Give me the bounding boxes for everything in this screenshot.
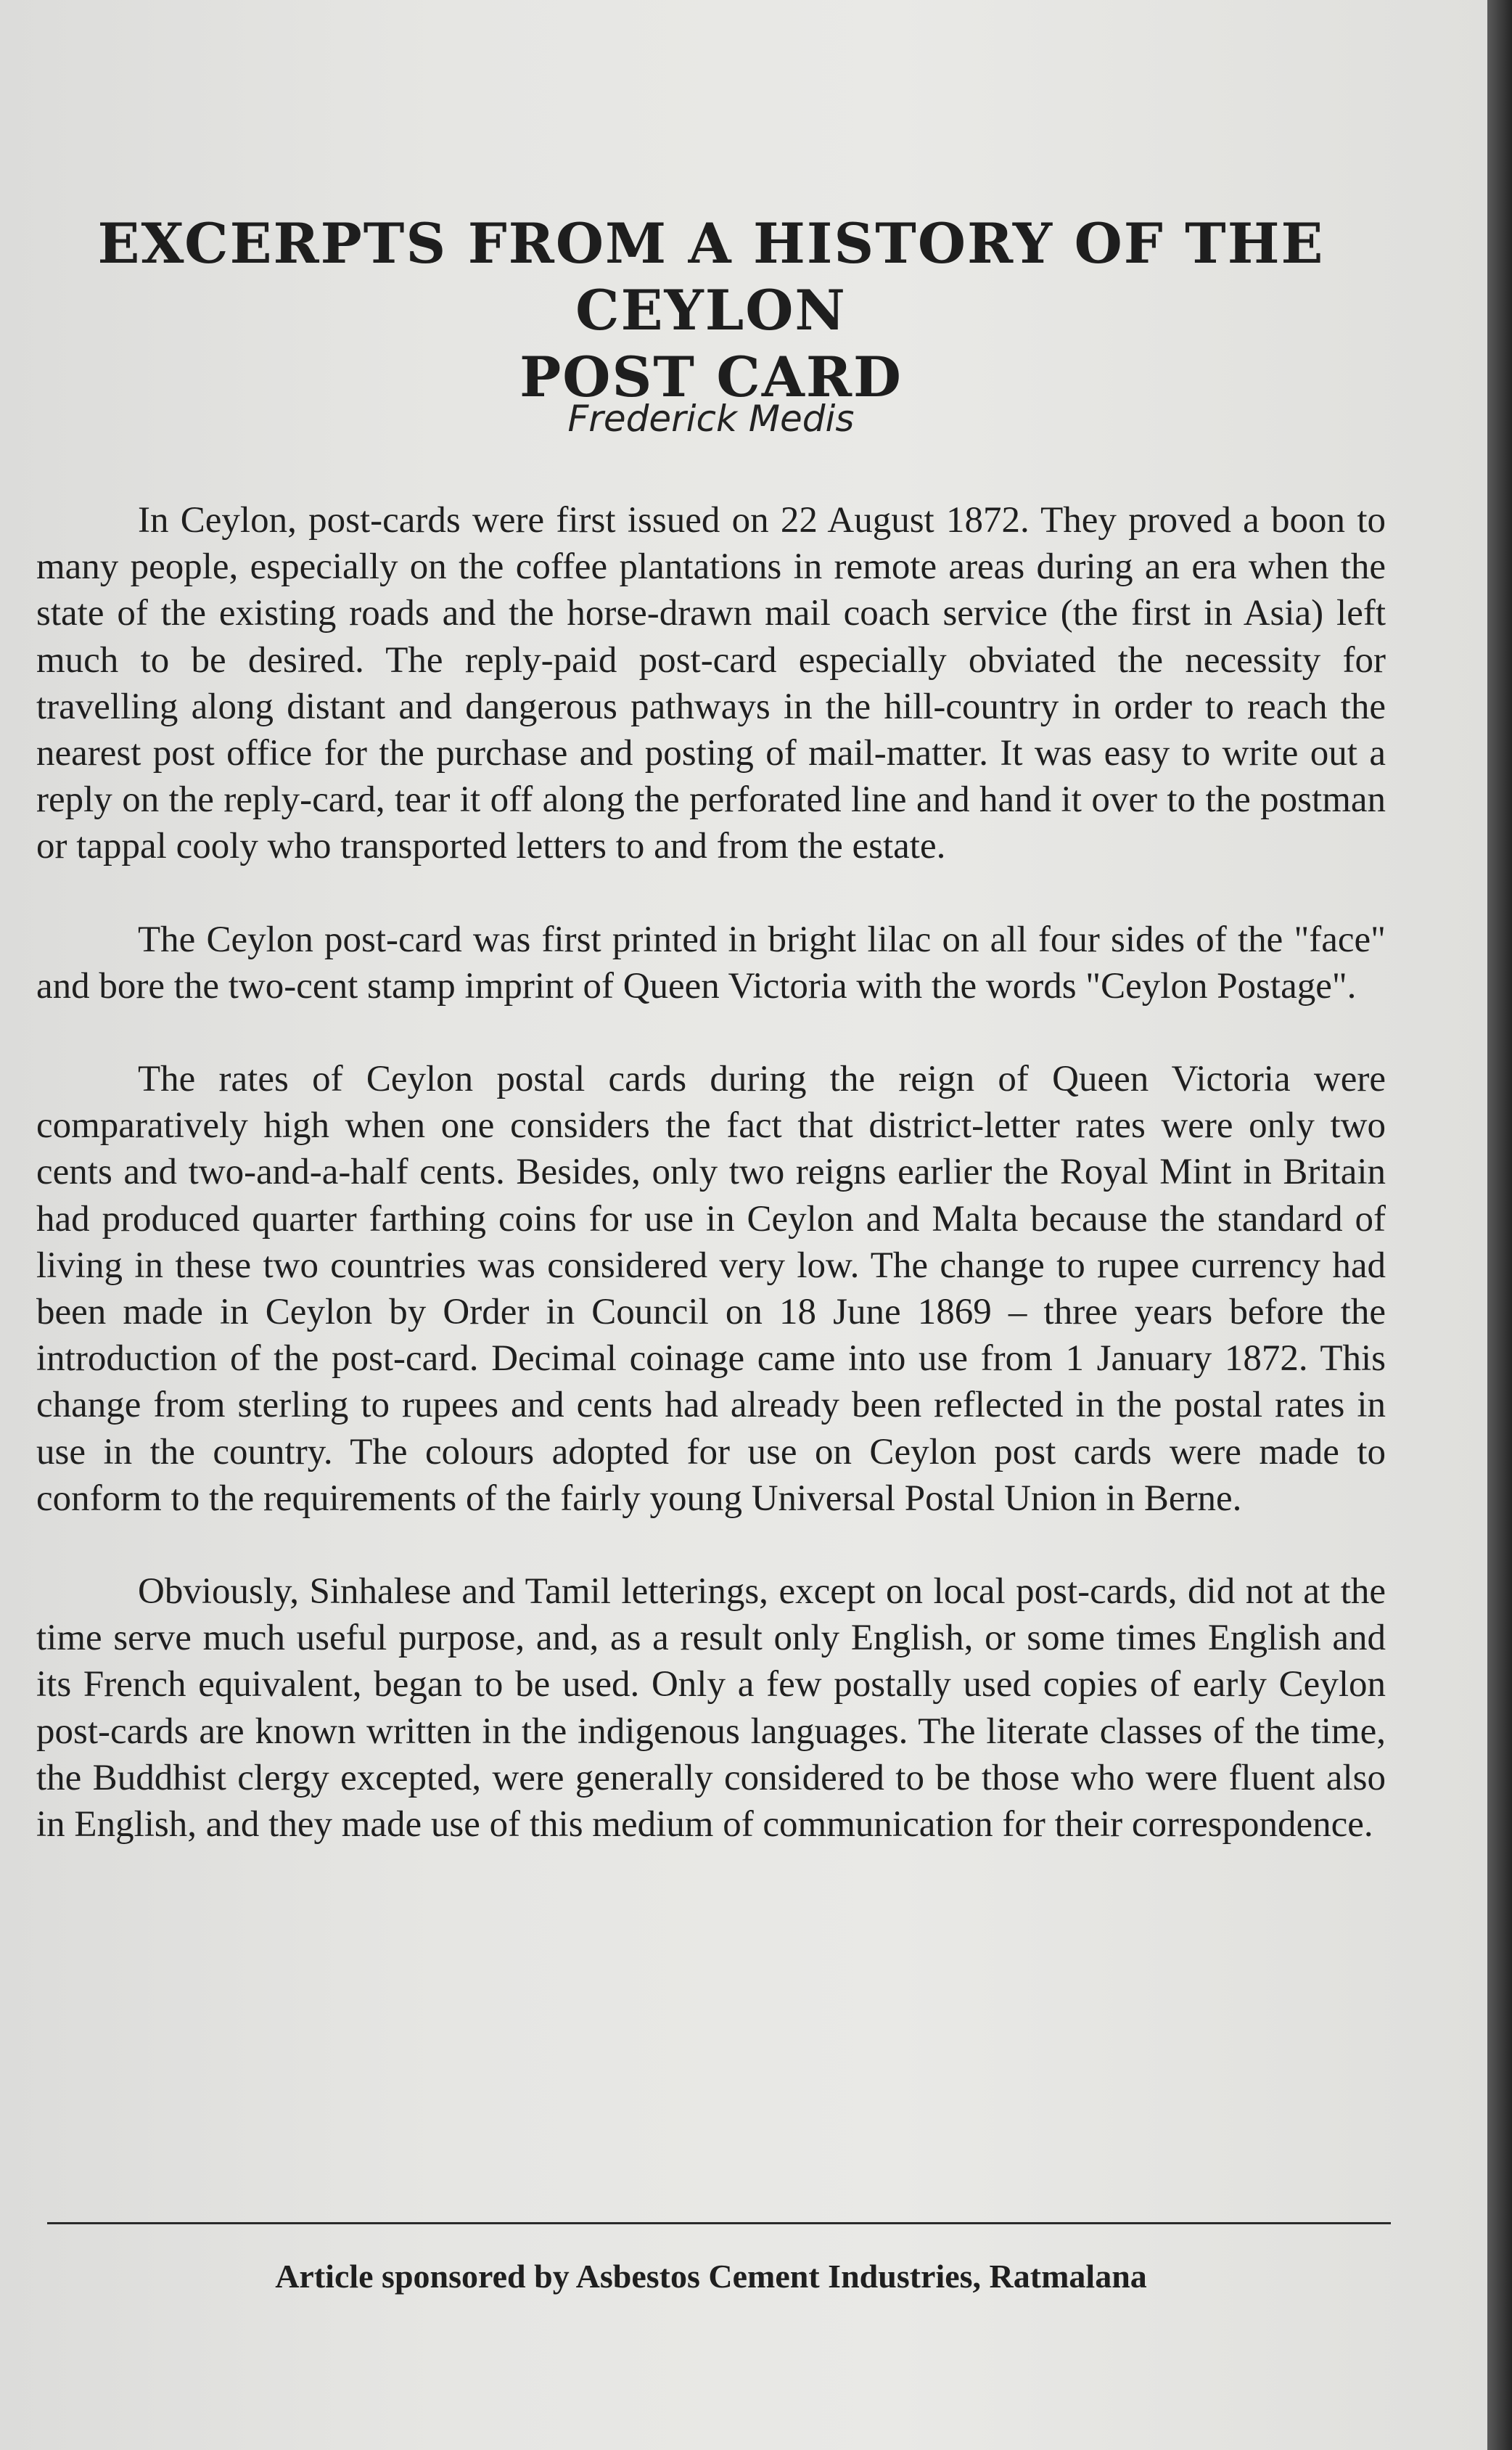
title-line-1: EXCERPTS FROM A HISTORY OF THE CEYLON xyxy=(97,211,1325,343)
book-spine-shadow xyxy=(1487,0,1512,2450)
sponsor-note: Article sponsored by Asbestos Cement Industries, Ratmalana xyxy=(275,2258,1147,2295)
paragraph-2: The Ceylon post-card was first printed in bright lilac on all four sides of the "face" and bore the two-cent stamp imprint of Queen Victoria with the words "Ceylon Postage". xyxy=(36,919,1386,1007)
author-byline: Frederick Medis xyxy=(567,398,855,440)
article-title xyxy=(73,210,1349,411)
paragraph-4: Obviously, Sinhalese and Tamil letterings, except on local post-cards, did not at the time serve much useful purpose, and, as a result only English, or some times English and its French equivalent, began to be used. Only a few postally used copies of early Ceylon post-cards are known written in the indigenous languages. The literate classes of the time, the Buddhist clergy excepted, were generally considered to be those who were fluent also in English, and they made use of this medium of communication for their correspondence. xyxy=(36,1571,1386,1845)
article-body xyxy=(36,497,1386,1894)
paragraph-3: The rates of Ceylon postal cards during the reign of Queen Victoria were comparatively high when one considers the fact that district-letter rates were only two cents and two-and-a-half cents. Besides, only two reigns earlier the Royal Mint in Britain had produced quarter farthing coins for use in Ceylon and Malta because the standard of living in these two countries was considered very low. The change to rupee currency had been made in Ceylon by Order in Council on 18 June 1869 – three years before the introduction of the post-card. Decimal coinage came into use from 1 January 1872. This change from sterling to rupees and cents had already been reflected in the postal rates in use in the country. The colours adopted for use on Ceylon post cards were made to conform to the requirements of the fairly young Universal Postal Union in Berne. xyxy=(36,1059,1386,1519)
paragraph-1: In Ceylon, post-cards were first issued on 22 August 1872. They proved a boon to many people, especially on the coffee plantations in remote areas during an era when the state of the existing roads and the horse-drawn mail coach service (the first in Asia) left much to be desired. The reply-paid post-card especially obviated the necessity for travelling along distant and dangerous pathways in the hill-country in order to reach the nearest post office for the purchase and posting of mail-matter. It was easy to write out a reply on the reply-card, tear it off along the perforated line and hand it over to the postman or tappal cooly who transported letters to and from the estate. xyxy=(36,500,1386,867)
title-line-2: POST CARD xyxy=(519,345,903,409)
footer-divider xyxy=(47,2222,1391,2224)
